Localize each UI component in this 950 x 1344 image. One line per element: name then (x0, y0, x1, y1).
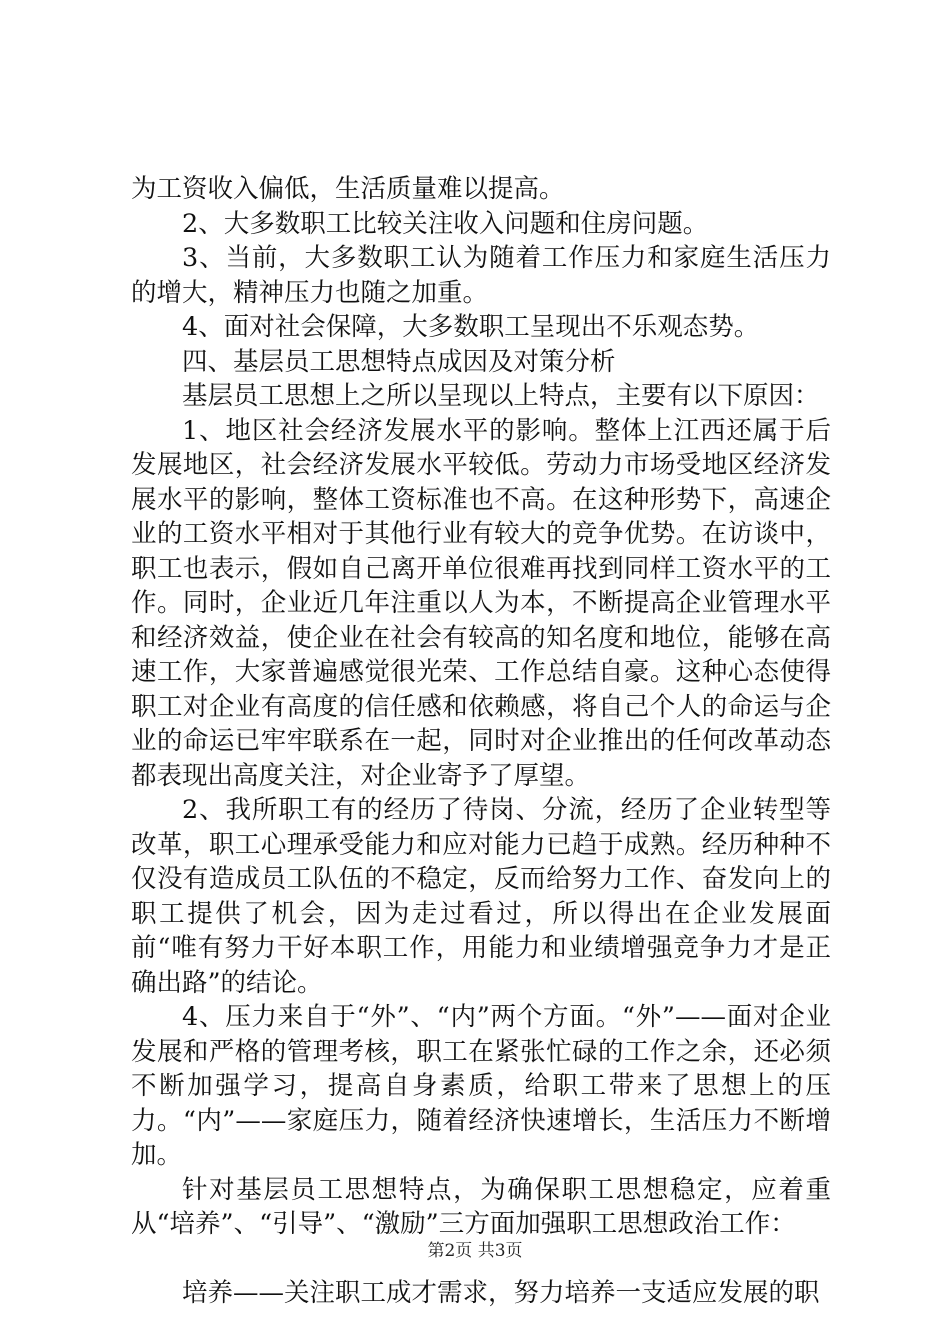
paragraph-continuation: 为工资收入偏低，生活质量难以提高。 (131, 174, 565, 204)
paragraph-item-3: 3、当前，大多数职工认为随着工作压力和家庭生活压力的增大，精神压力也随之加重。 (131, 243, 831, 308)
page-footer (0, 1240, 950, 1262)
document-body (131, 172, 831, 1310)
paragraph-measures: 针对基层员工思想特点，为确保职工思想稳定，应着重从“培养”、“引导”、“激励”三方面加强职工思想政治工作： (131, 1174, 831, 1239)
paragraph-intro: 基层员工思想上之所以呈现以上特点，主要有以下原因： (182, 381, 820, 411)
section-heading: 四、基层员工思想特点成因及对策分析 (182, 346, 616, 377)
paragraph-cause-2: 2、我所职工有的经历了待岗、分流，经历了企业转型等改革，职工心理承受能力和应对能力已趋于成熟。经历种种不仅没有造成员工队伍的不稳定，反而给努力工作、奋发向上的职工提供了机会，因为走过看过，所以得出在企业发展面前“唯有努力干好本职工作，用能力和业绩增强竞争力才是正确出路”的结论。 (131, 795, 831, 998)
paragraph-item-4: 4、面对社会保障，大多数职工呈现出不乐观态势。 (182, 312, 760, 342)
page-number-label: 第2页 共3页 (427, 1241, 523, 1261)
paragraph-cause-1: 1、地区社会经济发展水平的影响。整体上江西还属于后发展地区，社会经济发展水平较低。劳动力市场受地区经济发展水平的影响，整体工资标准也不高。在这种形势下，高速企业的工资水平相对于其他行业有较大的竞争优势。在访谈中，职工也表示，假如自己离开单位很难再找到同样工资水平的工作。同时，企业近几年注重以人为本，不断提高企业管理水平和经济效益，使企业在社会有较高的知名度和地位，能够在高速工作，大家普遍感觉很光荣、工作总结自豪。这种心态使得职工对企业有高度的信任感和依赖感，将自己个人的命运与企业的命运已牢牢联系在一起，同时对企业推出的任何改革动态都表现出高度关注，对企业寄予了厚望。 (131, 415, 831, 791)
paragraph-item-2: 2、大多数职工比较关注收入问题和住房问题。 (182, 208, 709, 239)
paragraph-cause-4: 4、压力来自于“外”、“内”两个方面。“外”——面对企业发展和严格的管理考核，职工在紧张忙碌的工作之余，还必须不断加强学习，提高自身素质，给职工带来了思想上的压力。“内”——家庭压力，随着经济快速增长，生活压力不断增加。 (131, 1002, 831, 1170)
paragraph-cultivation: 培养——关注职工成才需求，努力培养一支适应发展的职 (182, 1277, 820, 1308)
